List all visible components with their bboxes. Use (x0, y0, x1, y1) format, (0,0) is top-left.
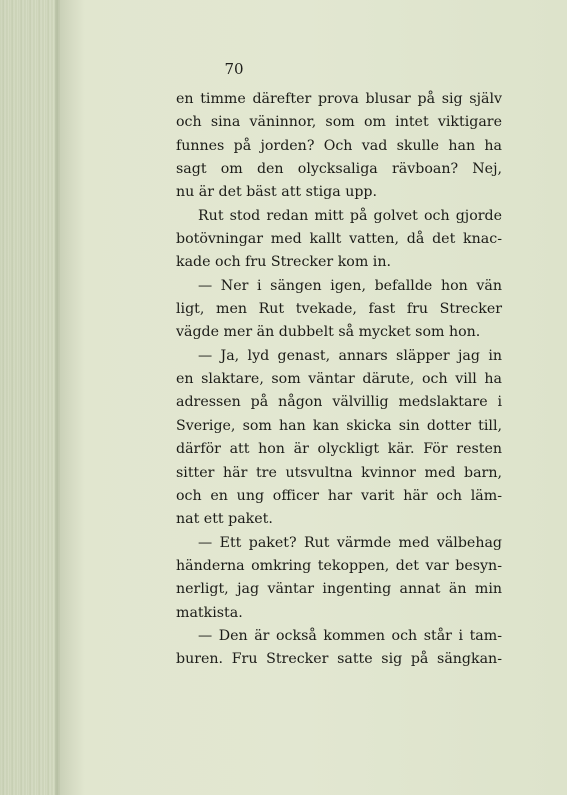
page-number: 70 (224, 60, 244, 78)
text-line: funnes på jorden? Och vad skulle han ha (176, 137, 502, 154)
page-gutter (0, 0, 60, 795)
text-line: ligt, men Rut tvekade, fast fru Strecker (176, 301, 502, 318)
text-line: därför att hon är olyckligt kär. För resten (176, 441, 502, 458)
text-line: händerna omkring tekoppen, det var besyn- (176, 557, 502, 574)
text-line: adressen på någon välvillig medslaktare i (176, 394, 502, 411)
text-line: matkista. (176, 604, 243, 621)
text-line: en slaktare, som väntar därute, och vill ha (176, 371, 502, 388)
text-line: — Ett paket? Rut värmde med välbehag (198, 534, 502, 551)
text-line: nu är det bäst att stiga upp. (176, 184, 378, 201)
text-line: en timme därefter prova blusar på sig själv (176, 91, 502, 107)
text-line: buren. Fru Strecker satte sig på sängkan- (176, 651, 502, 668)
text-line: botövningar med kallt vatten, då det knac- (176, 231, 502, 248)
text-line: vägde mer än dubbelt så mycket som hon. (176, 324, 481, 341)
text-line: sitter här tre utsvultna kvinnor med barn, (176, 464, 502, 481)
text-line: kade och fru Strecker kom in. (176, 254, 391, 271)
text-line: sagt om den olycksaliga rävboan? Nej, (176, 161, 502, 178)
text-line: nat ett paket. (176, 511, 273, 528)
text-line: — Ja, lyd genast, annars släpper jag in (198, 347, 502, 364)
text-line: nerligt, jag väntar ingenting annat än min (176, 581, 502, 598)
text-line: Rut stod redan mitt på golvet och gjorde (198, 207, 502, 224)
text-line: och sina väninnor, som om intet viktigare (176, 114, 502, 131)
text-line: — Ner i sängen igen, befallde hon vän (198, 277, 502, 294)
gutter-shadow (55, 0, 85, 795)
text-line: Sverige, som han kan skicka sin dotter till, (176, 417, 502, 434)
body-text (176, 88, 502, 672)
text-line: — Den är också kommen och står i tam- (198, 627, 502, 644)
text-line: och en ung officer har varit här och läm- (176, 487, 502, 504)
